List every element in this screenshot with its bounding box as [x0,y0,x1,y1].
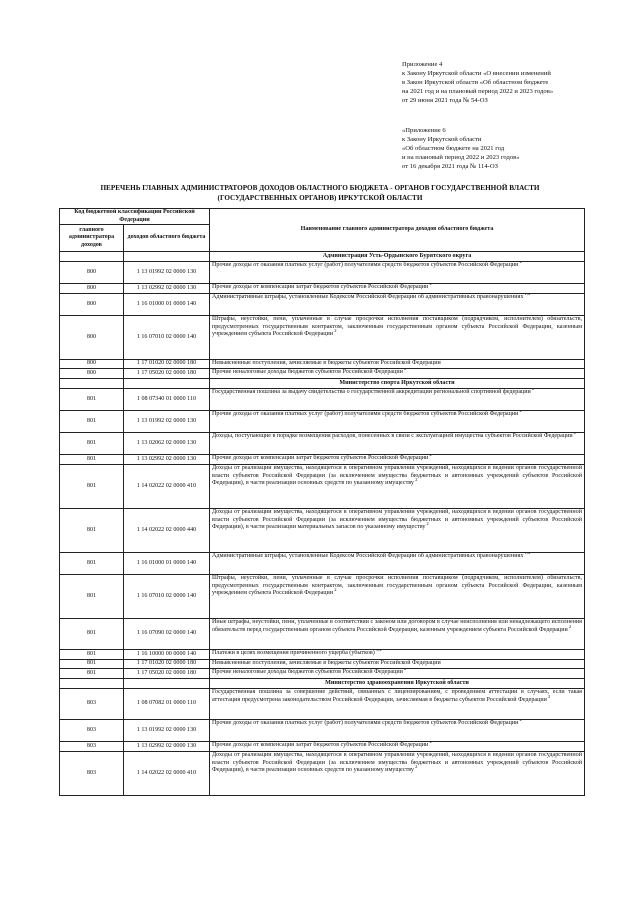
footnote-marker: 2 [567,623,572,629]
revenue-name-cell: Невыясненные поступления, зачисляемые в бюджеты субъектов Российской Федерации [210,660,585,669]
revenue-name-cell: Штрафы, неустойки, пени, уплаченные в случае просрочки исполнения поставщиком (подрядчиком, исполнителем) обязательств, предусмотренных государственным контрактом, заключенным государственным органом субъекта Российской Федерации, казенным учреждением субъекта Российской Федерации $^2$ [210,316,585,360]
footnote-marker: 1,4 [523,293,531,297]
footnote-marker: 2 [413,477,418,483]
table-row [60,619,585,650]
table-row [60,575,585,619]
admin-code-cell: 800 [60,294,124,316]
administrator-section-title: Министерство спорта Иркутской области [210,379,585,389]
revenue-name-cell: Доходы от реализации имущества, находящегося в оперативном управлении учреждений, находящихся в ведении органов государственной власти субъектов Российской Федерации (за исключением имущества бюджетных и автономных учреждений субъектов Российской Федерации), в части реализации основных средств по указанному имуществу $^2$ [210,752,585,796]
admin-code-cell: 803 [60,689,124,720]
admin-code-cell: 801 [60,619,124,650]
admin-code-cell: 800 [60,262,124,284]
admin-code-cell: 801 [60,389,124,411]
appendix-4-line: на 2021 год и на плановый период 2022 и 2023 годов» [402,88,554,95]
revenue-name-cell: Прочие доходы от оказания платных услуг (работ) получателями средств бюджетов субъектов Российской Федерации $^2$ [210,262,585,284]
revenue-name-cell: Доходы от реализации имущества, находящегося в оперативном управлении учреждений, находящихся в ведении органов государственной власти субъектов Российской Федерации (за исключением имущества бюджетных и автономных учреждений субъектов Российской Федерации), в части реализации материальных запасов по указанному имуществу $^2$ [210,509,585,553]
footnote-marker: 2 [518,410,522,414]
admin-code-cell: 801 [60,660,124,669]
administrator-section-title: Министерство здравоохранения Иркутской области [210,679,585,689]
admin-code-cell: 801 [60,455,124,465]
table-row [60,294,585,316]
document-title: ПЕРЕЧЕНЬ ГЛАВНЫХ АДМИНИСТРАТОРОВ ДОХОДОВ ОБЛАСТНОГО БЮДЖЕТА - ОРГАНОВ ГОСУДАРСТВЕННОЙ ВЛАСТИ (ГОСУДАРСТВЕННЫХ ОРГАНОВ) ИРКУТСКОЙ ОБЛАСТИ [100,184,540,202]
admin-code-cell: 801 [60,650,124,660]
revenue-code-cell: 1 17 05020 02 0000 180 [124,669,210,679]
admin-code-cell: 803 [60,720,124,742]
revenue-name-cell: Платежи в целях возмещения причиненного ущерба (убытков) $^{1,4}$ [210,650,585,660]
revenue-code-cell: 1 16 01000 01 0000 140 [124,294,210,316]
revenue-name-cell: Прочие доходы от компенсации затрат бюджетов субъектов Российской Федерации $^2$ [210,742,585,752]
footnote-marker: 2 [530,388,535,392]
admin-code-cell: 801 [60,411,124,433]
admin-code-cell: 801 [60,465,124,509]
revenue-name-cell: Административные штрафы, установленные Кодексом Российской Федерации об административных правонарушениях $^{1,4}$ [210,294,585,316]
revenue-code-cell: 1 16 07010 02 0000 140 [124,316,210,360]
revenue-name-cell: Доходы, поступающие в порядке возмещения расходов, понесенных в связи с эксплуатацией имущества субъектов Российской Федерации $^2$ [210,433,585,455]
footnote-marker: 1,4 [523,552,531,556]
table-row [60,669,585,679]
table-row [60,465,585,509]
revenue-code-cell: 1 16 07010 02 0000 140 [124,575,210,619]
footnote-marker: 2 [572,432,577,436]
revenue-name-cell: Доходы от реализации имущества, находящегося в оперативном управлении учреждений, находящихся в ведении органов государственной власти субъектов Российской Федерации (за исключением имущества бюджетных и автономных учреждений субъектов Российской Федерации), в части реализации основных средств по указанному имуществу $^2$ [210,465,585,509]
footnote-marker: 2 [333,328,337,334]
table-row [60,650,585,660]
revenue-code-column-header: доходов областного бюджета [124,225,210,252]
appendix-4-line: от 29 июня 2021 года № 54-ОЗ [402,97,488,104]
revenue-name-cell: Административные штрафы, установленные Кодексом Российской Федерации об административных правонарушениях $^{1,4}$ [210,553,585,575]
appendix-6-line: к Закону Иркутской области [402,136,482,143]
admin-code-cell: 803 [60,742,124,752]
revenue-code-cell: 1 13 02992 02 0000 130 [124,742,210,752]
admin-code-cell: 801 [60,553,124,575]
revenue-code-cell: 1 14 02022 02 0000 440 [124,509,210,553]
footnote-marker: 2 [546,693,551,699]
appendix-6-line: и на плановый период 2022 и 2023 годов» [402,154,520,161]
revenue-code-cell: 1 14 02022 02 0000 410 [124,465,210,509]
revenue-administrators-table [59,208,585,796]
table-row [60,369,585,379]
footnote-marker: 2 [413,764,418,770]
appendix-6-block [402,126,520,171]
revenue-name-cell: Невыясненные поступления, зачисляемые в бюджеты субъектов Российской Федерации [210,360,585,369]
revenue-code-cell: 1 17 01020 02 0000 180 [124,660,210,669]
table-row [60,742,585,752]
revenue-code-cell: 1 16 10000 00 0000 140 [124,650,210,660]
footnote-marker: 2 [518,261,522,265]
table-row [60,389,585,411]
appendix-4-line: к Закону Иркутской области «О внесении изменений [402,70,551,77]
revenue-code-cell: 1 13 01992 02 0000 130 [124,411,210,433]
revenue-code-cell: 1 08 07340 01 0000 110 [124,389,210,411]
table-row [60,316,585,360]
revenue-code-cell: 1 13 02062 02 0000 130 [124,433,210,455]
table-row [60,360,585,369]
admin-code-column-header: главного администратора доходов [60,225,124,252]
budget-classification-header: Код бюджетной классификации Российской Федерации [60,209,210,225]
admin-code-cell: 800 [60,316,124,360]
footnote-marker: 2 [402,668,407,672]
footnote-marker: 2 [428,283,432,287]
revenue-code-cell: 1 13 01992 02 0000 130 [124,262,210,284]
revenue-code-cell: 1 13 01992 02 0000 130 [124,720,210,742]
table-row [60,553,585,575]
table-row [60,752,585,796]
table-row [60,411,585,433]
name-column-header: Наименование главного администратора доходов областного бюджета [210,209,585,252]
revenue-name-cell: Прочие доходы от компенсации затрат бюджетов субъектов Российской Федерации $^2$ [210,455,585,465]
revenue-code-cell: 1 13 02992 02 0000 130 [124,455,210,465]
revenue-name-cell: Прочие доходы от оказания платных услуг (работ) получателями средств бюджетов субъектов Российской Федерации $^2$ [210,720,585,742]
admin-code-cell: 801 [60,433,124,455]
revenue-code-cell: 1 17 01020 02 0000 180 [124,360,210,369]
table-row [60,720,585,742]
footnote-marker: 2 [518,719,522,723]
table-row [60,660,585,669]
revenue-code-cell: 1 13 02992 02 0000 130 [124,284,210,294]
admin-code-cell: 801 [60,669,124,679]
section-row [60,252,585,262]
admin-code-cell: 800 [60,369,124,379]
admin-code-cell: 800 [60,284,124,294]
revenue-code-cell: 1 14 02022 02 0000 410 [124,752,210,796]
footnote-marker: 2 [402,368,407,372]
appendix-4-block [402,60,553,105]
footnote-marker: 2 [428,454,432,458]
admin-code-cell: 801 [60,509,124,553]
revenue-name-cell: Государственная пошлина за совершение действий, связанных с лицензированием, с проведением аттестации в случаях, если такая аттестация предусмотрена законодательством Российской Федерации, зачисляемая в бюджеты субъектов Российской Федерации $^2$ [210,689,585,720]
section-row [60,679,585,689]
revenue-name-cell: Прочие доходы от оказания платных услуг (работ) получателями средств бюджетов субъектов Российской Федерации $^2$ [210,411,585,433]
table-row [60,284,585,294]
footnote-marker: 2 [428,741,432,745]
admin-code-cell: 801 [60,575,124,619]
revenue-code-cell: 1 08 07082 01 0000 110 [124,689,210,720]
table-row [60,433,585,455]
section-row [60,379,585,389]
revenue-name-cell: Прочие неналоговые доходы бюджетов субъектов Российской Федерации $^2$ [210,669,585,679]
admin-code-cell: 800 [60,360,124,369]
revenue-code-cell: 1 17 05020 02 0000 180 [124,369,210,379]
appendix-6-line: «Приложение 6 [402,127,446,134]
appendix-6-line: «Об областном бюджете на 2021 год [402,145,505,152]
revenue-code-cell: 1 16 01000 01 0000 140 [124,553,210,575]
revenue-name-cell: Прочие доходы от компенсации затрат бюджетов субъектов Российской Федерации $^2$ [210,284,585,294]
admin-code-cell: 803 [60,752,124,796]
revenue-code-cell: 1 16 07090 02 0000 140 [124,619,210,650]
table-body [60,252,585,796]
footnote-marker: 2 [425,521,429,527]
appendix-4-line: в Закон Иркутской области «Об областном бюджете [402,79,549,86]
table-row [60,455,585,465]
table-row [60,262,585,284]
revenue-name-cell: Государственная пошлина за выдачу свидетельства о государственной аккредитации региональной спортивной федерации $^2$ [210,389,585,411]
appendix-6-line: от 16 декабря 2021 года № 114-ОЗ [402,163,498,170]
revenue-name-cell: Прочие неналоговые доходы бюджетов субъектов Российской Федерации $^2$ [210,369,585,379]
footnote-marker: 2 [333,587,337,593]
appendix-4-line: Приложение 4 [402,61,443,68]
revenue-name-cell: Иные штрафы, неустойки, пени, уплаченные в соответствии с законом или договором в случае неисполнения или ненадлежащего исполнения обязательств перед государственным органом субъекта Российской Федерации, казенным учреждением субъекта Российской Федерации $^2$ [210,619,585,650]
table-row [60,689,585,720]
table-row [60,509,585,553]
administrator-section-title: Администрация Усть-Ордынского Бурятского округа [210,252,585,262]
footnote-marker: 1,4 [374,649,382,653]
table-header [60,209,585,252]
revenue-name-cell: Штрафы, неустойки, пени, уплаченные в случае просрочки исполнения поставщиком (подрядчиком, исполнителем) обязательств, предусмотренных государственным контрактом, заключенным государственным органом субъекта Российской Федерации, казенным учреждением субъекта Российской Федерации $^2$ [210,575,585,619]
